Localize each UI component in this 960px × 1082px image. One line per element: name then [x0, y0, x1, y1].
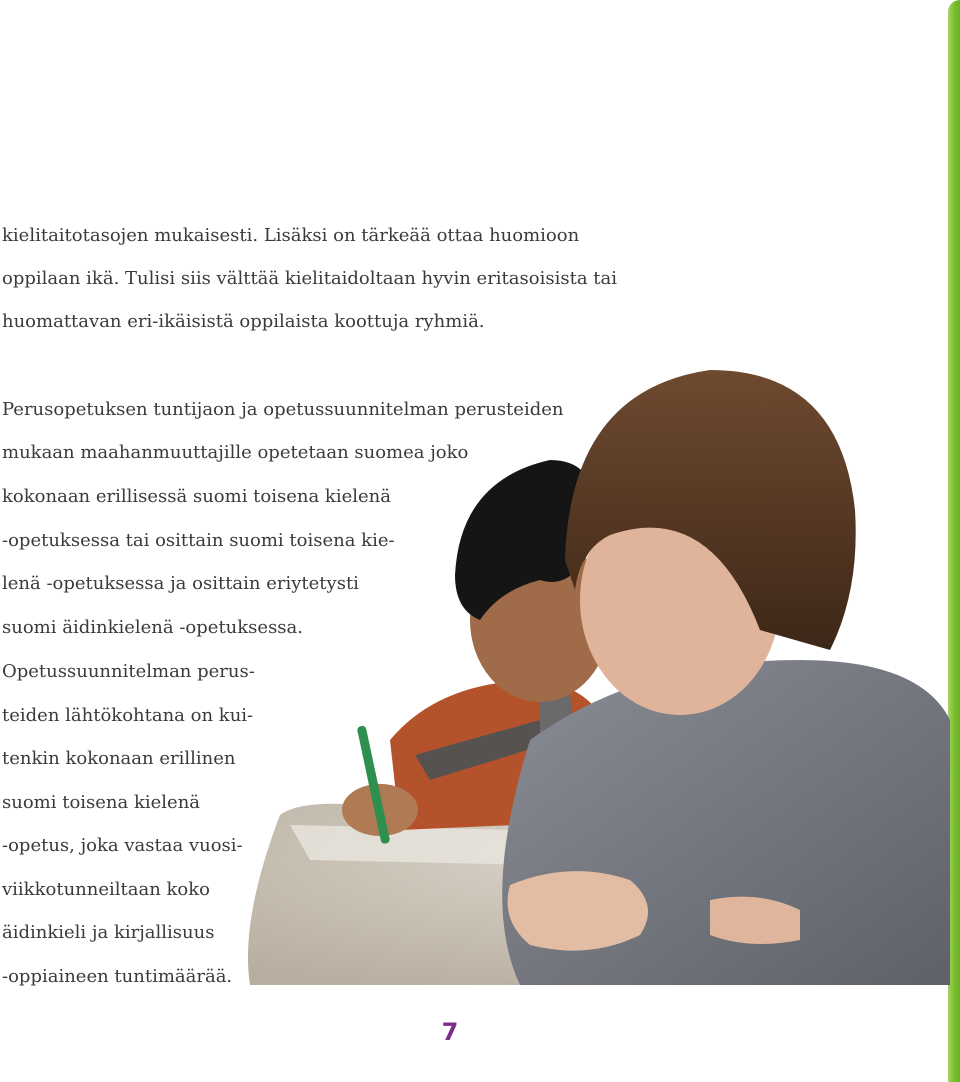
text-line: kielitaitotasojen mukaisesti. Lisäksi on tärkeää ottaa huomioon	[2, 225, 580, 246]
text-line: äidinkieli ja kirjallisuus	[2, 922, 215, 943]
text-line: mukaan maahanmuuttajille opetetaan suomea joko	[2, 442, 469, 463]
text-line: suomi toisena kielenä	[2, 792, 201, 813]
text-line: Opetussuunnitelman perus-	[2, 661, 255, 682]
text-line: -oppiaineen tuntimäärää.	[2, 966, 233, 987]
text-line: teiden lähtökohtana on kui-	[2, 705, 254, 726]
text-line: kokonaan erillisessä suomi toisena kielenä	[2, 486, 391, 507]
text-line: suomi äidinkielenä -opetuksessa.	[2, 617, 303, 638]
text-line: oppilaan ikä. Tulisi siis välttää kielitaidoltaan hyvin eritasoisista tai	[2, 268, 617, 289]
text-line: -opetuksessa tai osittain suomi toisena kie-	[2, 530, 395, 551]
text-line: lenä -opetuksessa ja osittain eriytetysti	[2, 573, 359, 594]
text-line: viikkotunneiltaan koko	[2, 879, 211, 900]
text-line: -opetus, joka vastaa vuosi-	[2, 835, 243, 856]
text-line: Perusopetuksen tuntijaon ja opetussuunnitelman perusteiden	[2, 399, 564, 420]
page-number: 7	[441, 1018, 459, 1046]
text-line: tenkin kokonaan erillinen	[2, 748, 236, 769]
text-line: huomattavan eri-ikäisistä oppilaista koottuja ryhmiä.	[2, 311, 485, 332]
